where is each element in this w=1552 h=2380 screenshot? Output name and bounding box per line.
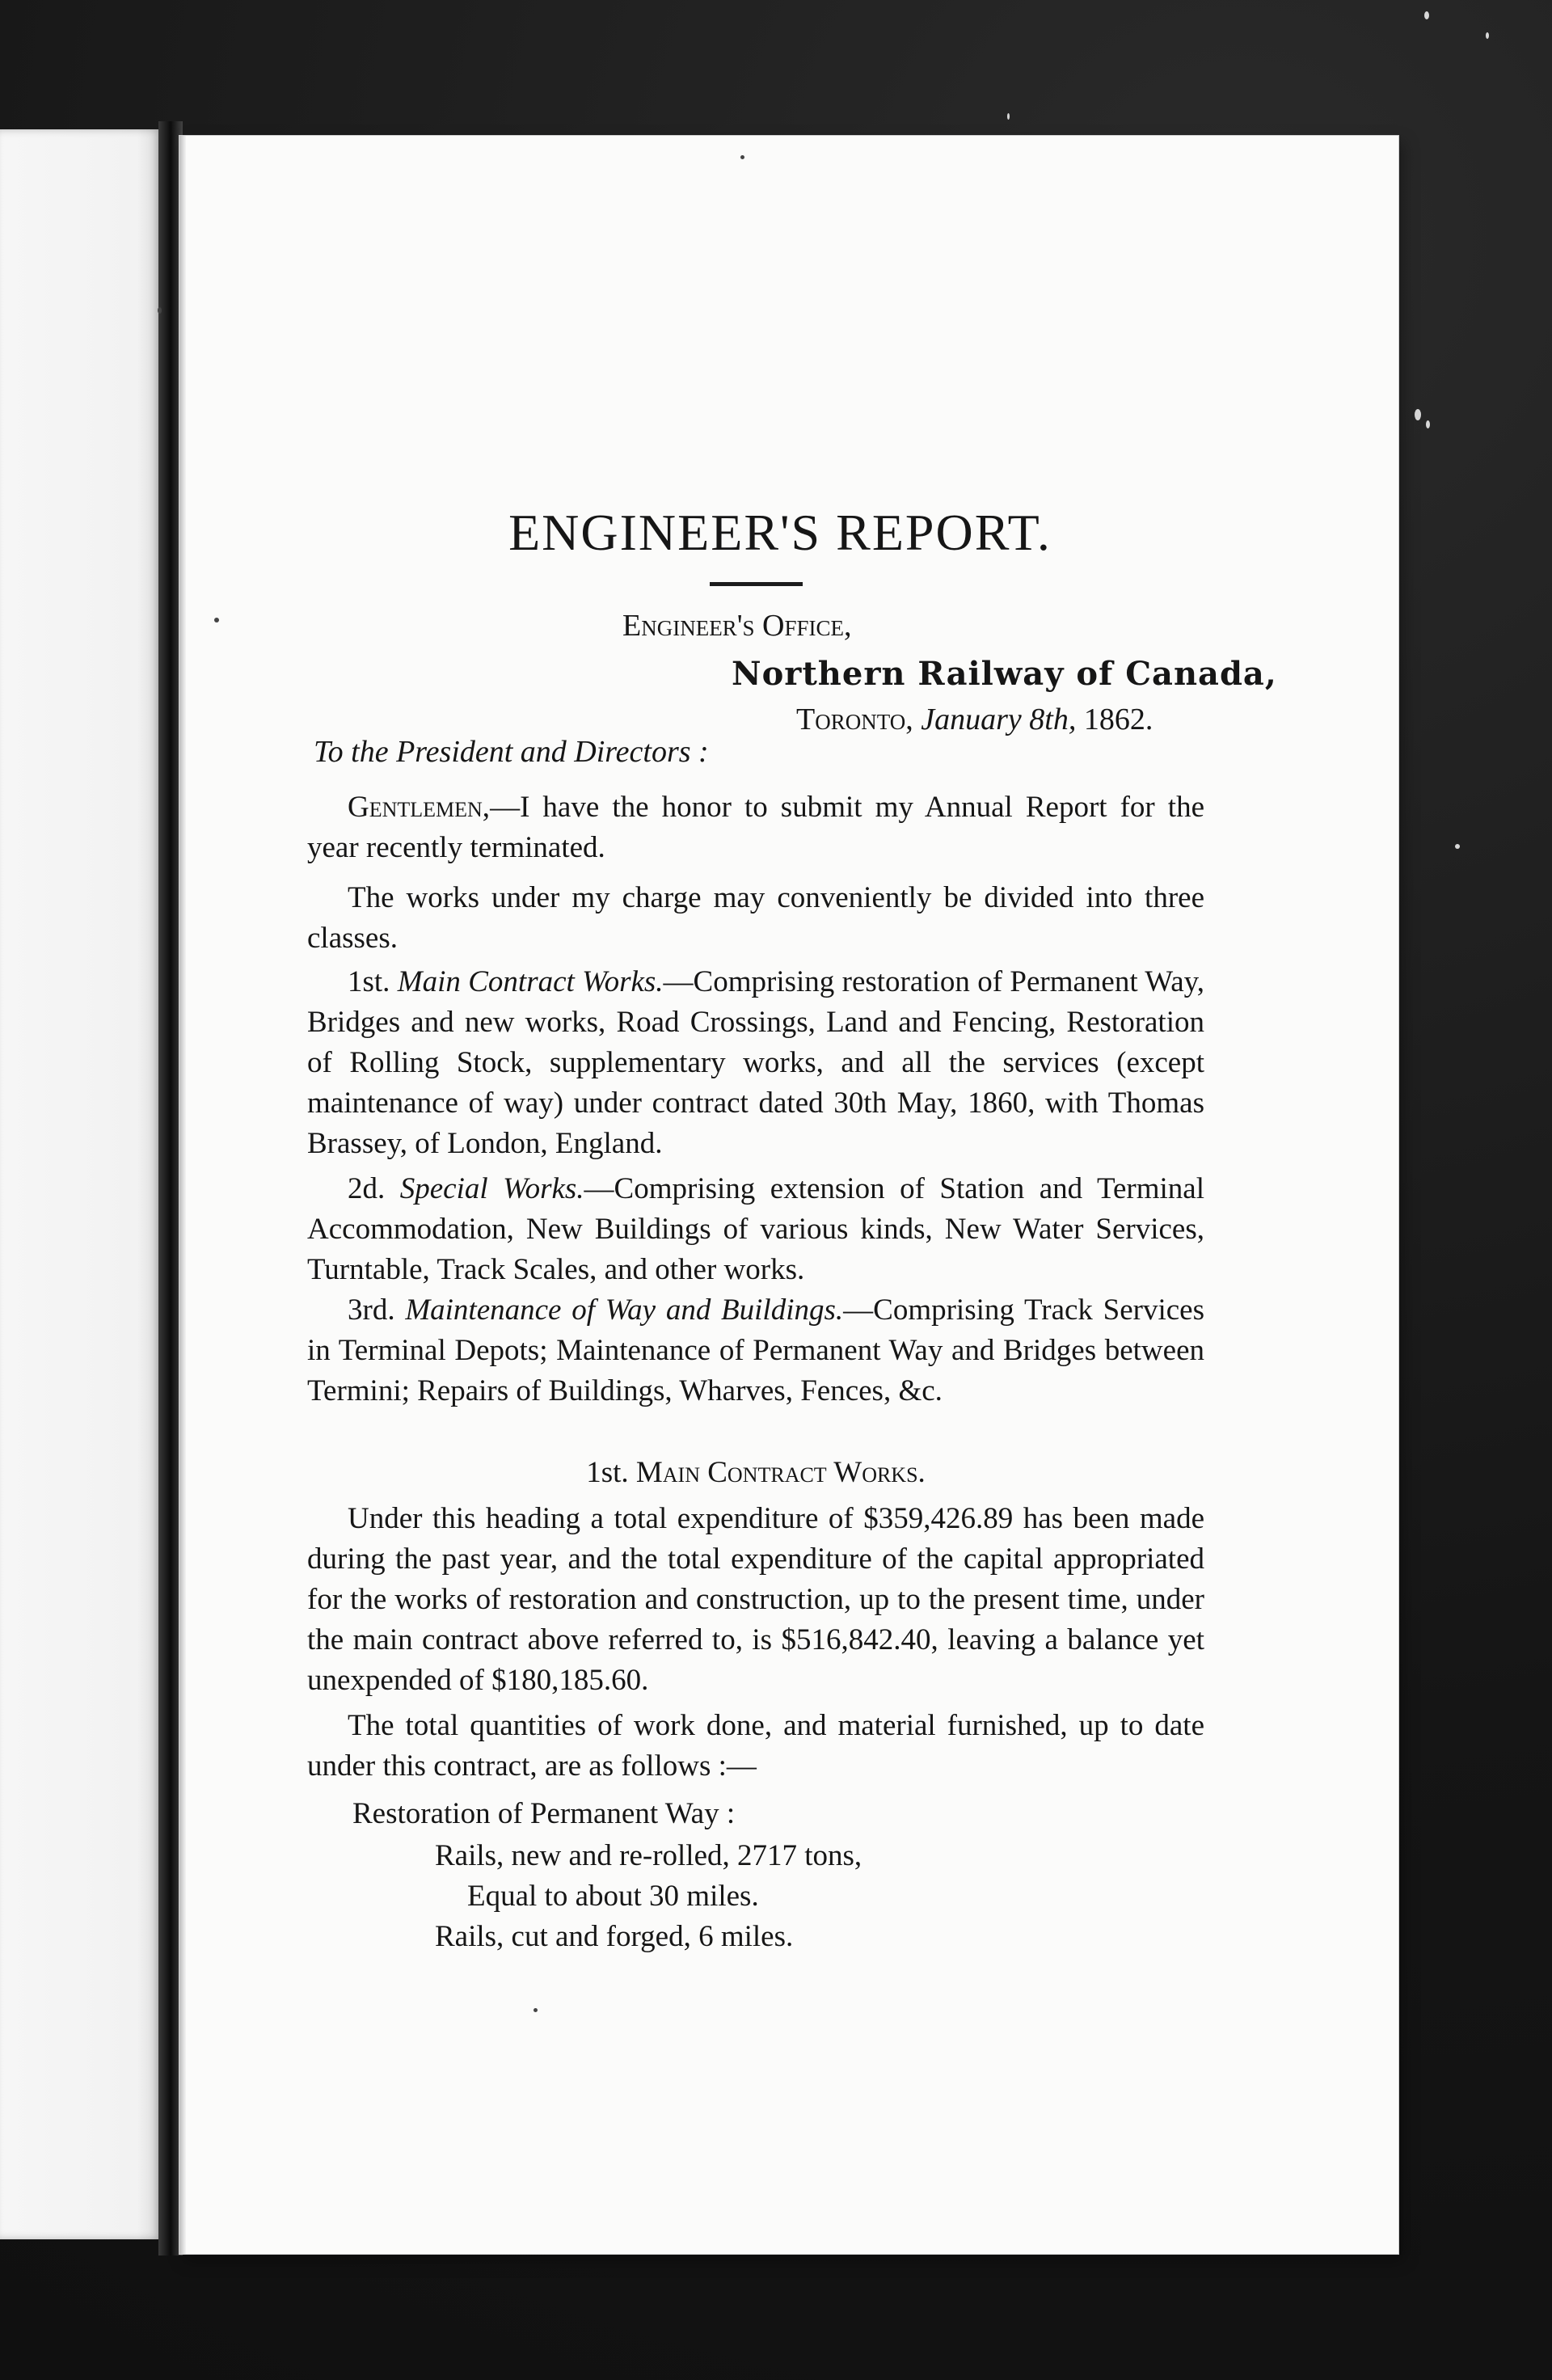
year: 1862. (1083, 703, 1153, 736)
section-number: 1st. (586, 1456, 629, 1489)
place: Toronto, (796, 703, 913, 736)
gentlemen-word: Gentlemen, (348, 791, 491, 824)
item-text-1: —Comprising restoration of Permanent Way, Bridges and new works, Road Crossings, Land and Fencing, Restoration of Rolling Stock, supplementary works, and all the services (except maintenance of way) under contract dated 30th May, 1860, with Thomas Brassey, of London, England. (307, 965, 1205, 1160)
paragraph-classes: The works under my charge may conveniently be divided into three classes. (307, 881, 1204, 955)
item-number-3: 3rd. (348, 1293, 395, 1327)
paragraph-opening (307, 787, 1204, 868)
item-text-2: —Comprising extension of Station and Terminal Accommodation, New Buildings of various kinds, New Water Services, Turntable, Track Scales, and other works. (307, 1172, 1204, 1286)
ink-speck (214, 618, 219, 622)
dust-speck (1007, 113, 1010, 120)
date: January 8th, (921, 703, 1077, 736)
page-edge-shadow (179, 136, 186, 2254)
paragraph-maintenance (307, 1290, 1204, 1412)
ink-speck (740, 155, 744, 159)
dust-speck (1486, 32, 1489, 39)
item-title-2: Special Works. (399, 1172, 584, 1205)
salutation: To the President and Directors : (314, 735, 709, 769)
ink-speck (534, 2008, 538, 2012)
list-item: Equal to about 30 miles. (467, 1880, 759, 1913)
item-title-3: Maintenance of Way and Buildings. (405, 1293, 844, 1327)
list-item: Rails, new and re-rolled, 2717 tons, (435, 1839, 862, 1872)
section-heading (307, 1455, 1204, 1490)
paragraph-expenditure: Under this heading a total expenditure of $359,426.89 has been made during the past year, and the total expenditure of the capital appropriated for the works of restoration and construction, up to the present time, under the main contract above referred to, is $516,842.40, leaving a balance yet unexpended of $180,185.60. (307, 1502, 1204, 1697)
item-number-1: 1st. (348, 965, 390, 998)
list-item: Rails, cut and forged, 6 miles. (435, 1920, 794, 1953)
item-number-2: 2d. (348, 1172, 386, 1205)
opening-text: —I have the honor to submit my Annual Report for the year recently terminated. (307, 791, 1204, 864)
dust-speck (1415, 409, 1421, 420)
report-title: ENGINEER'S REPORT. (508, 504, 1052, 561)
company-line: Northern Railway of Canada, (732, 655, 1277, 693)
item-title-1: Main Contract Works. (397, 965, 664, 998)
item-text-3: —Comprising Track Services in Terminal Depots; Maintenance of Permanent Way and Bridges between Termini; Repairs of Buildings, Wharves, Fences, &c. (307, 1293, 1204, 1407)
place-date-line (796, 702, 1153, 737)
paragraph-special-works (307, 1169, 1204, 1290)
dust-speck (1455, 844, 1460, 849)
dust-speck (1424, 11, 1429, 19)
office-line: Engineer's Office, (622, 609, 852, 643)
list-heading: Restoration of Permanent Way : (352, 1797, 736, 1830)
facing-page (0, 129, 162, 2239)
paragraph-main-contract (307, 962, 1204, 1164)
section-title: Main Contract Works. (635, 1456, 926, 1489)
title-rule (710, 582, 803, 586)
paragraph-quantities: The total quantities of work done, and material furnished, up to date under this contract, are as follows :— (307, 1709, 1204, 1783)
dust-speck (1426, 420, 1430, 428)
ink-speck (158, 307, 162, 314)
